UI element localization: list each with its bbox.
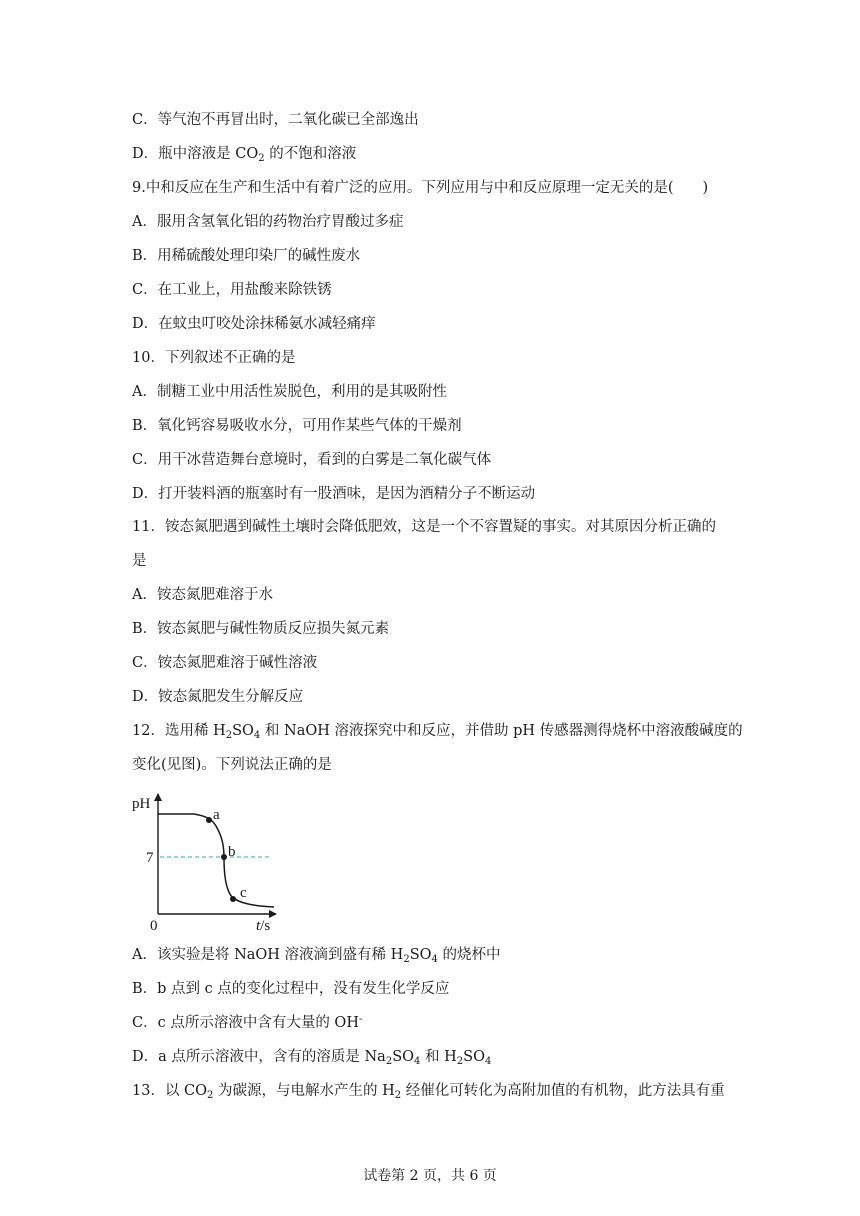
q10-option-d: D．打开装料酒的瓶塞时有一股酒味，是因为酒精分子不断运动 <box>132 486 536 502</box>
q10-stem: 10．下列叙述不正确的是 <box>132 350 296 366</box>
point-b-label: b <box>228 844 236 860</box>
q13-stem-line1: 13．以 $CO_2$ 为碳源，与电解水产生的 $H_2$ 经催化可转化为高附加值的有机物，此方法具有重 <box>132 1083 725 1101</box>
q11-option-b: B．铵态氮肥与碱性物质反应损失氮元素 <box>132 621 390 637</box>
q10-option-a: A．制糖工业中用活性炭脱色，利用的是其吸附性 <box>132 384 447 400</box>
q9-option-d: D．在蚊虫叮咬处涂抹稀氨水减轻痛痒 <box>132 316 376 332</box>
point-a-label: a <box>213 807 220 823</box>
q11-stem-line1: 11．铵态氮肥遇到碱性土壤时会降低肥效，这是一个不容置疑的事实。对其原因分析正确的 <box>132 519 716 535</box>
q8-option-c: C．等气泡不再冒出时，二氧化碳已全部逸出 <box>132 112 419 128</box>
origin-label: 0 <box>150 918 158 934</box>
q9-stem: 9.中和反应在生产和生活中有着广泛的应用。下列应用与中和反应原理一定无关的是( ) <box>132 180 709 196</box>
q11-stem-line2: 是 <box>132 553 147 569</box>
q12-stem-line2: 变化(见图)。下列说法正确的是 <box>132 757 332 773</box>
ph-curve-figure <box>128 786 288 936</box>
q10-option-b: B．氧化钙容易吸收水分，可用作某些气体的干燥剂 <box>132 418 462 434</box>
q11-option-d: D．铵态氮肥发生分解反应 <box>132 689 304 705</box>
q12-option-b: B．b 点到 c 点的变化过程中，没有发生化学反应 <box>132 981 450 997</box>
point-c-label: c <box>240 885 247 901</box>
q11-option-c: C．铵态氮肥难溶于碱性溶液 <box>132 655 318 671</box>
y-tick-7: 7 <box>146 850 154 866</box>
q12-stem-line1: 12．选用稀 $H_2SO_4$ 和 NaOH 溶液探究中和反应，并借助 pH 传感器测得烧杯中溶液酸碱度的 <box>132 723 743 741</box>
page-footer: 试卷第 2 页，共 6 页 <box>363 1168 497 1184</box>
x-axis-label: t/s <box>256 918 271 934</box>
q12-option-a: A．该实验是将 NaOH 溶液滴到盛有稀 $H_2SO_4$ 的烧杯中 <box>132 947 501 965</box>
point-c-marker <box>230 896 236 902</box>
q8-option-d: D．瓶中溶液是 $CO_2$ 的不饱和溶液 <box>132 146 357 164</box>
q9-option-b: B．用稀硫酸处理印染厂的碱性废水 <box>132 248 361 264</box>
q10-option-c: C．用干冰营造舞台意境时，看到的白雾是二氧化碳气体 <box>132 452 492 468</box>
y-axis-label: pH <box>132 796 151 812</box>
q12-option-d: D．a 点所示溶液中，含有的溶质是 $Na_2SO_4$ 和 $H_2SO_4$ <box>132 1049 492 1067</box>
point-b-marker <box>221 854 227 860</box>
ph-curve <box>158 814 274 907</box>
q11-option-a: A．铵态氮肥难溶于水 <box>132 587 273 603</box>
q9-option-a: A．服用含氢氧化铝的药物治疗胃酸过多症 <box>132 214 404 230</box>
q9-option-c: C．在工业上，用盐酸来除铁锈 <box>132 282 332 298</box>
q12-option-c: C．c 点所示溶液中含有大量的 OH- <box>132 1014 363 1031</box>
point-a-marker <box>206 817 212 823</box>
